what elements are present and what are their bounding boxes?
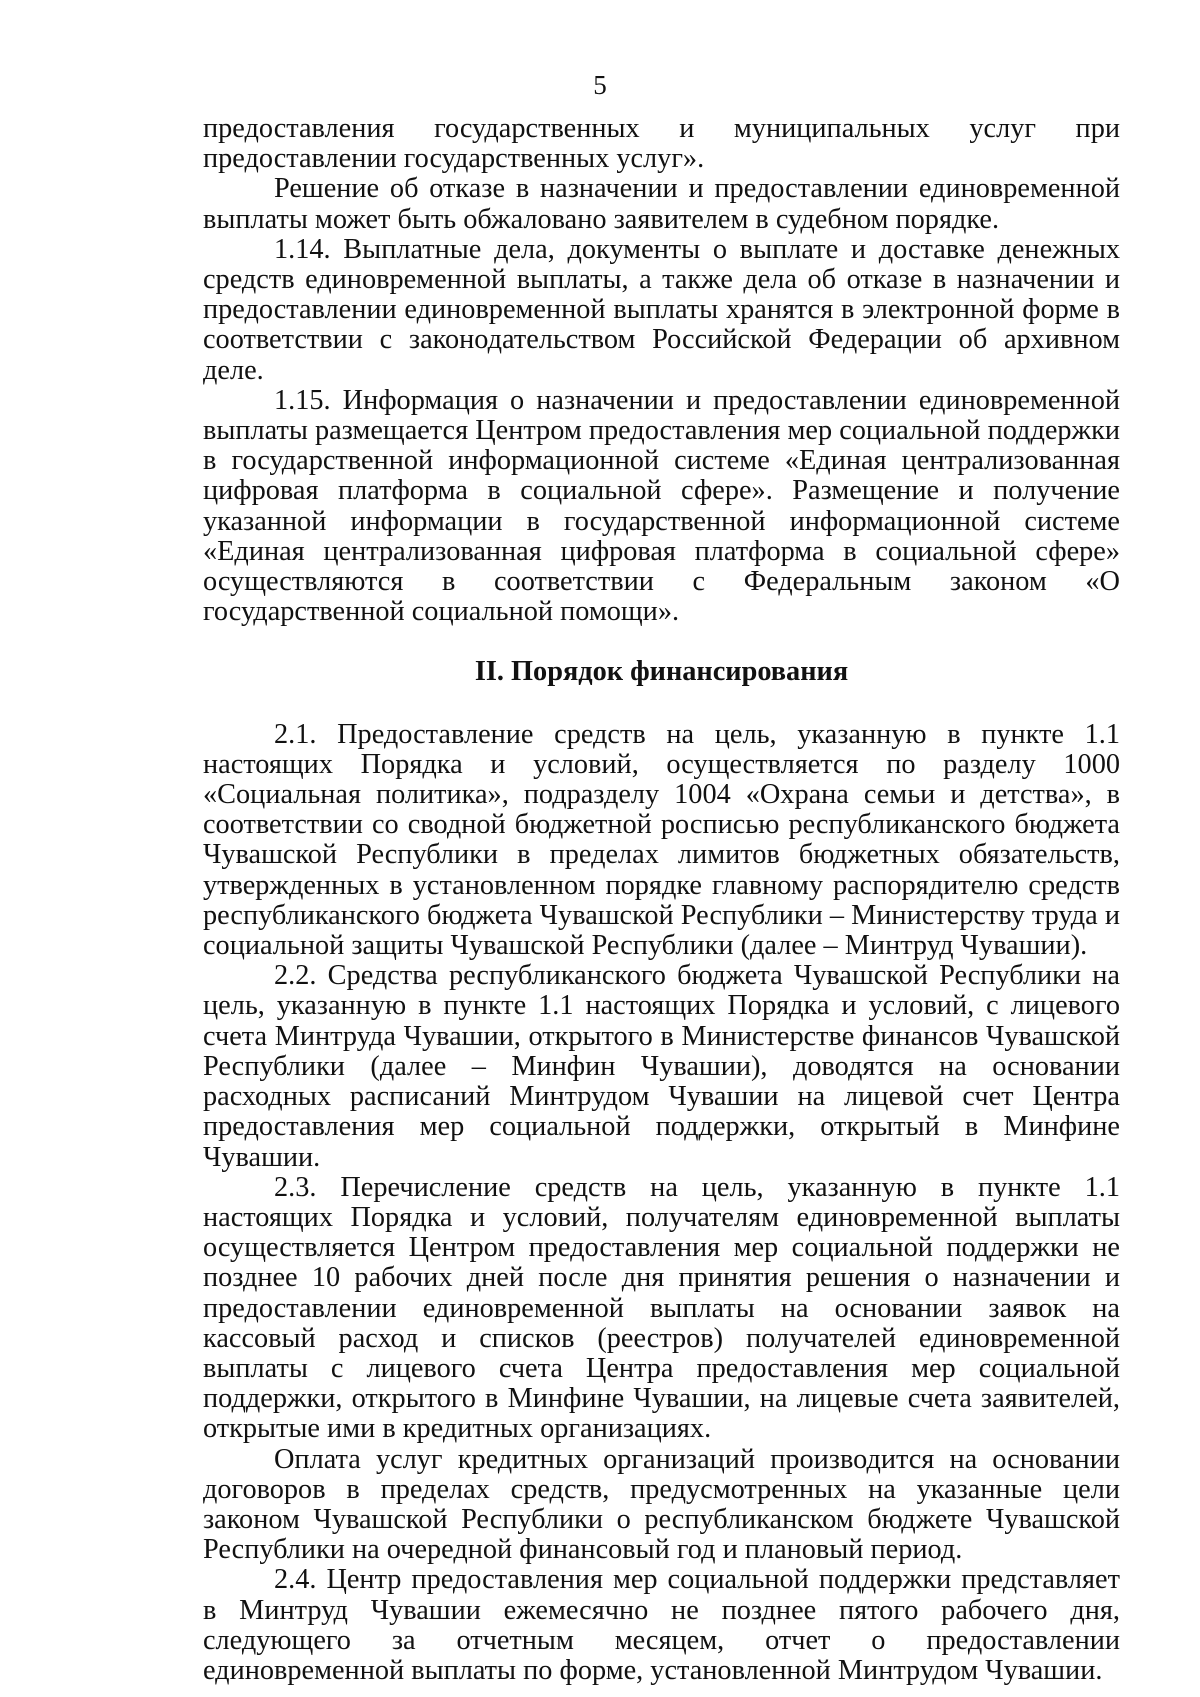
paragraph-2-3: 2.3. Перечисление средств на цель, указанную в пункте 1.1 настоящих Порядка и условий, получателям единовременной выплаты осуществляется Центром предоставления мер социальной поддержки не позднее 10 рабочих дней после дня принятия решения о назначении и предоставлении единовременной выплаты на основании заявок на кассовый расход и списков (реестров) получателей единовременной выплаты с лицевого счета Центра предоставления мер социальной поддержки, открытого в Минфине Чувашии, на лицевые счета заявителей, открытые ими в кредитных организациях. xyxy=(203,1171,1120,1445)
paragraph-continuation: предоставления государственных и муниципальных услуг при предоставлении государственных услуг». xyxy=(203,113,1120,175)
document-body xyxy=(203,114,1120,1686)
paragraph-2-4: 2.4. Центр предоставления мер социальной поддержки представляет в Минтруд Чувашии ежемесячно не позднее пятого рабочего дня, следующего за отчетным месяцем, отчет о предоставлении единовременной выплаты по форме, установленной Минтрудом Чувашии. xyxy=(203,1564,1120,1686)
paragraph-credit-services: Оплата услуг кредитных организаций производится на основании договоров в пределах средств, предусмотренных на указанные цели законом Чувашской Республики о республиканском бюджете Чувашской Республики на очередной финансовый год и плановый период. xyxy=(203,1443,1120,1566)
page-number: 5 xyxy=(593,70,607,100)
paragraph-appeal-decision: Решение об отказе в назначении и предоставлении единовременной выплаты может быть обжаловано заявителем в судебном порядке. xyxy=(203,173,1120,235)
paragraph-1-15: 1.15. Информация о назначении и предоставлении единовременной выплаты размещается Центром предоставления мер социальной поддержки в государственной информационной системе «Единая централизованная цифровая платформа в социальной сфере». Размещение и получение указанной информации в государственной информационной системе «Единая централизованная цифровая платформа в социальной сфере» осуществляются в соответствии с Федеральным законом «О государственной социальной помощи». xyxy=(203,384,1120,628)
paragraph-2-2: 2.2. Средства республиканского бюджета Чувашской Республики на цель, указанную в пункте 1.1 настоящих Порядка и условий, с лицевого счета Минтруда Чувашии, открытого в Министерстве финансов Чувашской Республики (далее – Минфин Чувашии), доводятся на основании расходных расписаний Минтрудом Чувашии на лицевой счет Центра предоставления мер социальной поддержки, открытый в Минфине Чувашии. xyxy=(203,960,1120,1173)
paragraph-1-14: 1.14. Выплатные дела, документы о выплате и доставке денежных средств единовременной выплаты, а также дела об отказе в назначении и предоставлении единовременной выплаты хранятся в электронной форме в соответствии с законодательством Российской Федерации об архивном деле. xyxy=(203,233,1120,386)
section-heading: II. Порядок финансирования xyxy=(474,656,849,688)
paragraph-2-1: 2.1. Предоставление средств на цель, указанную в пункте 1.1 настоящих Порядка и условий, осуществляется по разделу 1000 «Социальная политика», подразделу 1004 «Охрана семьи и детства», в соответствии со сводной бюджетной росписью республиканского бюджета Чувашской Республики в пределах лимитов бюджетных обязательств, утвержденных в установленном порядке главному распорядителю средств республиканского бюджета Чувашской Республики – Министерству труда и социальной защиты Чувашской Республики (далее – Минтруд Чувашии). xyxy=(203,718,1120,962)
